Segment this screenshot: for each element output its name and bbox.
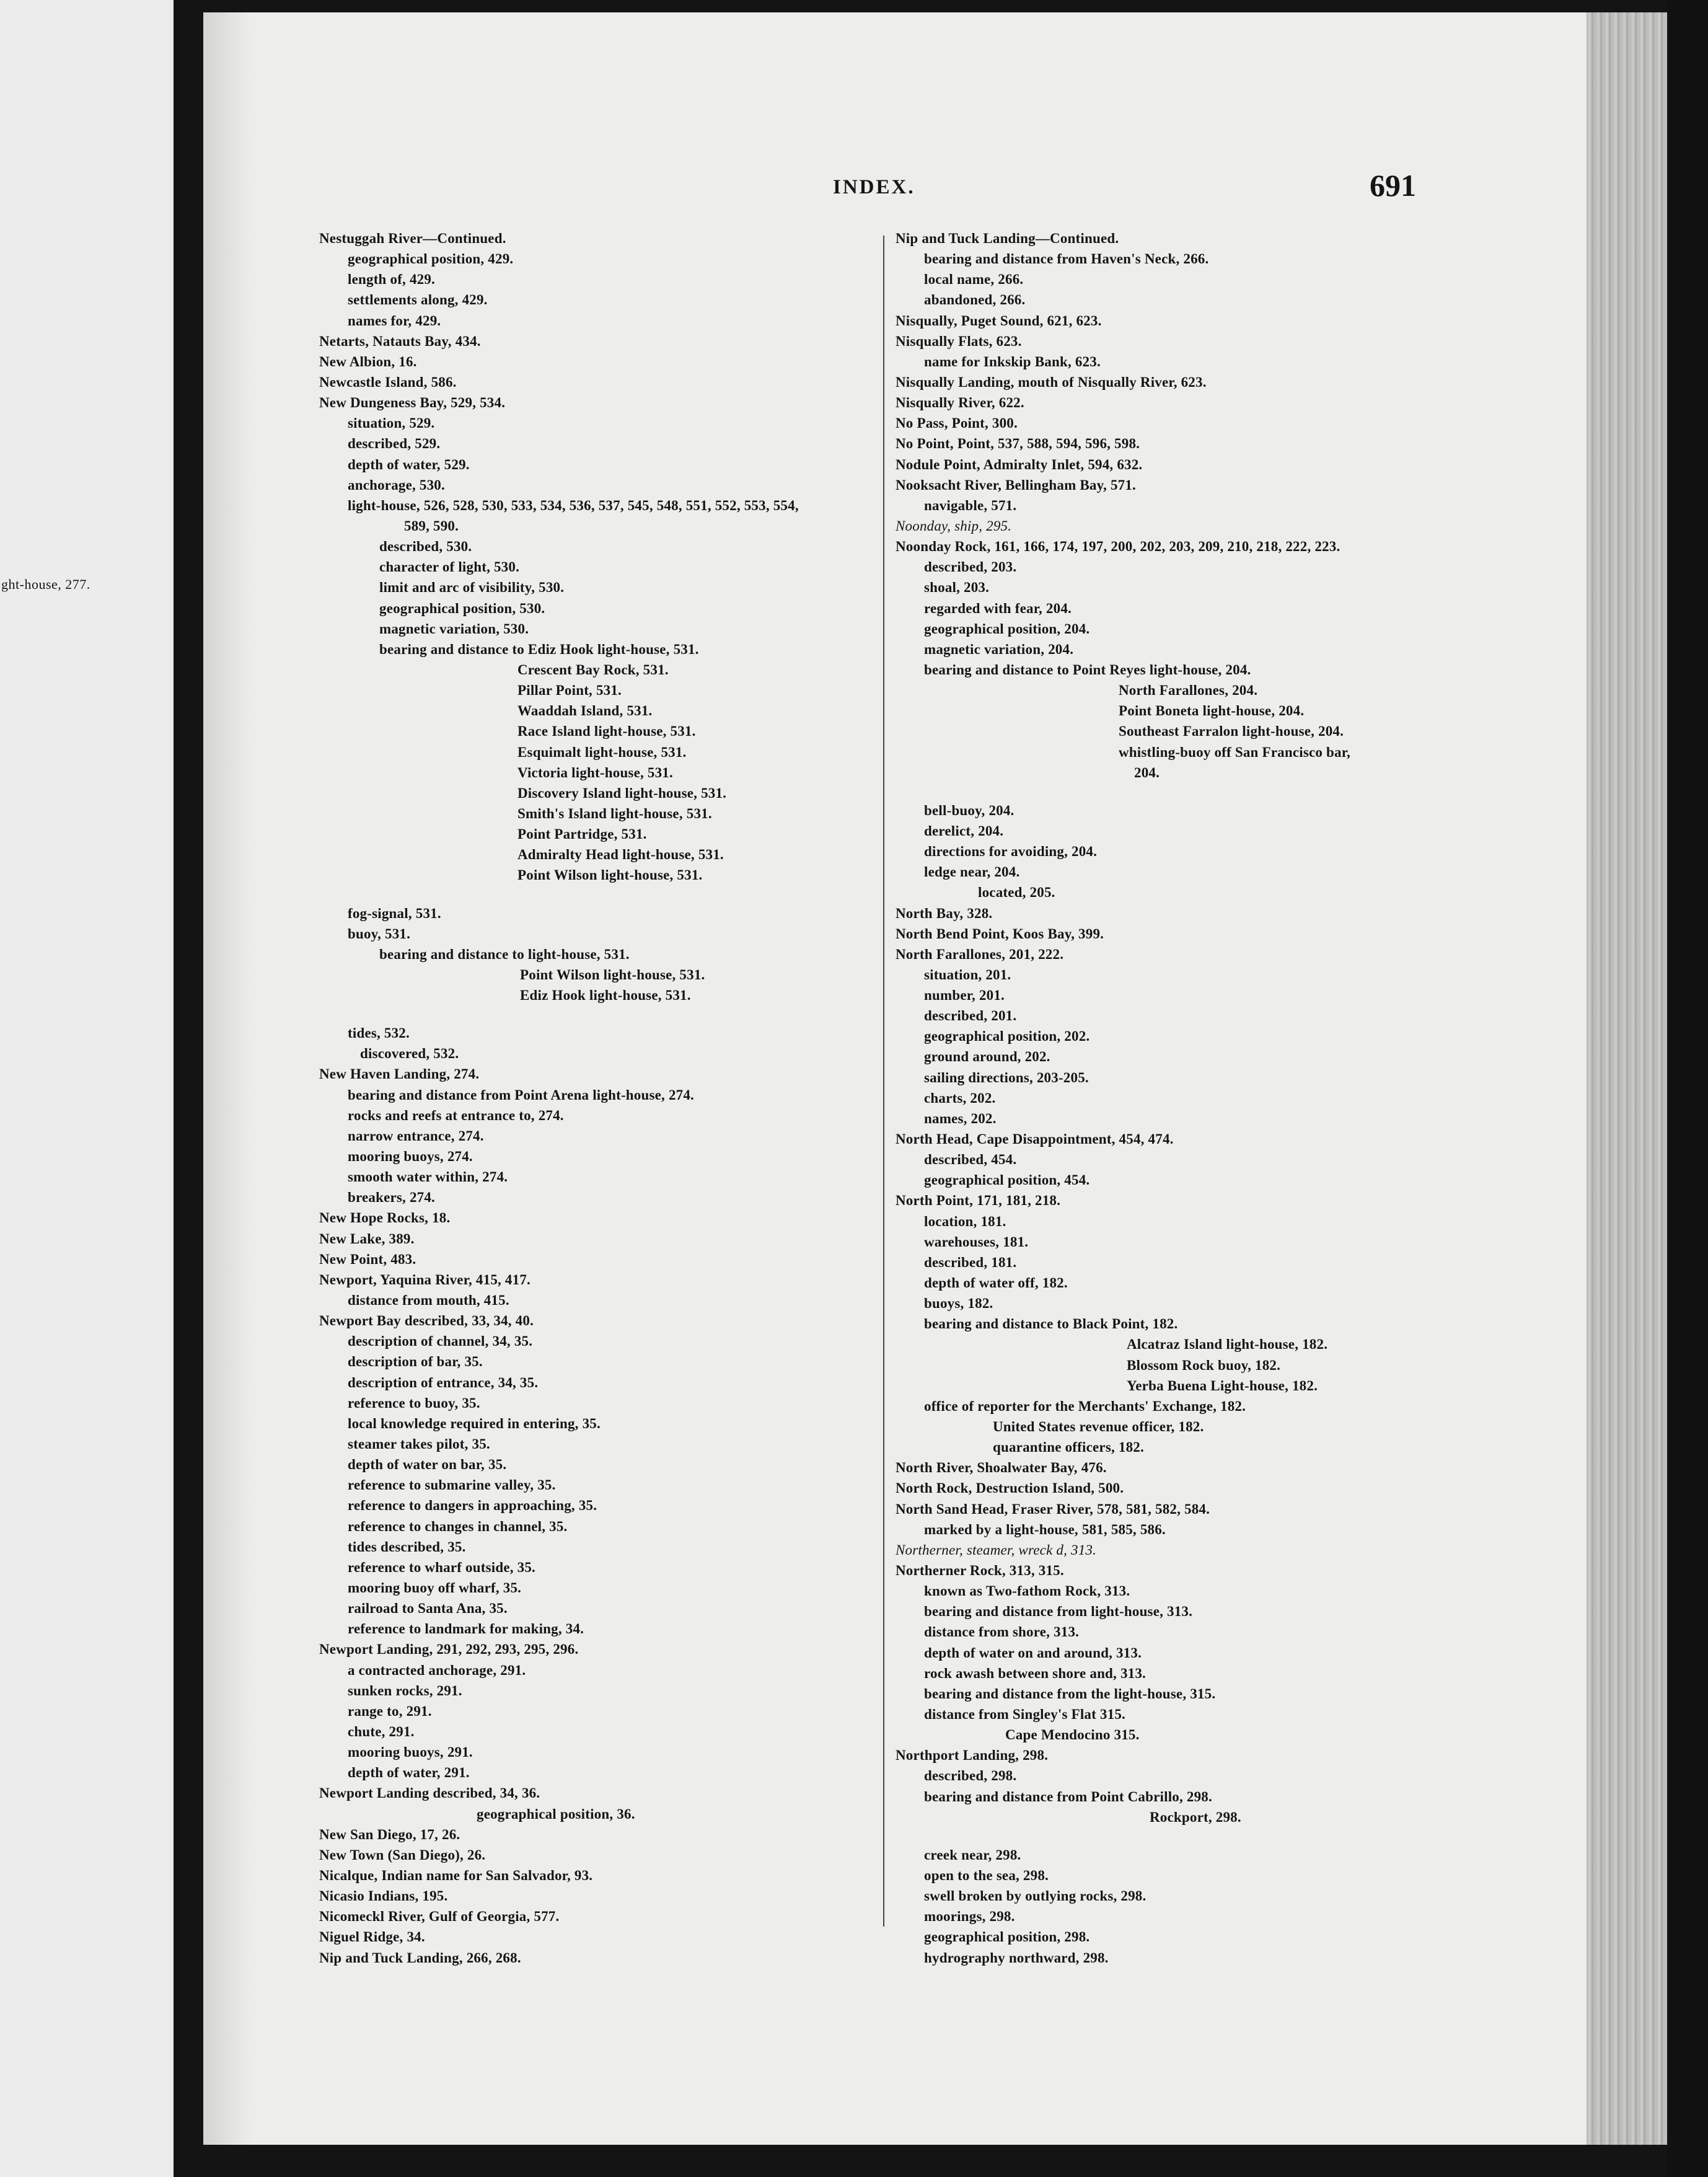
scan-background	[1667, 0, 1708, 2177]
index-entry: Niguel Ridge, 34.	[319, 1929, 425, 1945]
index-entry: New Lake, 389.	[319, 1230, 415, 1247]
index-subentry: discovered, 532.	[360, 1046, 459, 1062]
index-entry: Newport, Yaquina River, 415, 417.	[319, 1271, 530, 1287]
index-subentry: Admiralty Head light-house, 531.	[517, 847, 724, 863]
index-subentry: tides, 532.	[348, 1025, 410, 1041]
index-entry: Newcastle Island, 586.	[319, 374, 457, 390]
index-subentry: United States revenue officer, 182.	[993, 1419, 1204, 1435]
index-subentry: a contracted anchorage, 291.	[348, 1662, 526, 1678]
index-spacer	[896, 783, 1459, 800]
index-subentry: bearing and distance to Black Point, 182.	[924, 1316, 1178, 1332]
index-subentry: magnetic variation, 204.	[924, 641, 1074, 657]
index-entry: North Head, Cape Disappointment, 454, 474.	[896, 1131, 1174, 1147]
index-subentry: geographical position, 204.	[924, 620, 1090, 637]
index-entry: Noonday, ship, 295.	[896, 518, 1012, 534]
index-subentry: Ediz Hook light-house, 531.	[520, 987, 691, 1004]
index-subentry: name for Inkskip Bank, 623.	[924, 353, 1101, 369]
index-subentry: rock awash between shore and, 313.	[924, 1665, 1146, 1681]
index-subentry: North Farallones, 204.	[1119, 682, 1258, 699]
index-subentry: bearing and distance from Point Arena light-house, 274.	[348, 1087, 694, 1103]
index-entry: New Albion, 16.	[319, 353, 417, 369]
index-entry: North Point, 171, 181, 218.	[896, 1193, 1061, 1209]
index-entry: Netarts, Natauts Bay, 434.	[319, 333, 481, 349]
index-entry: New Point, 483.	[319, 1251, 416, 1267]
index-subentry: Race Island light-house, 531.	[517, 723, 696, 740]
index-subentry: mooring buoy off wharf, 35.	[348, 1580, 522, 1596]
index-subentry: navigable, 571.	[924, 497, 1017, 513]
index-subentry: bearing and distance to light-house, 531.	[379, 946, 630, 962]
index-subentry: sunken rocks, 291.	[348, 1682, 462, 1698]
index-subentry: names for, 429.	[348, 312, 441, 329]
index-subentry: description of entrance, 34, 35.	[348, 1374, 539, 1390]
index-entry: New Hope Rocks, 18.	[319, 1210, 451, 1226]
index-subentry: bearing and distance from the light-house, 315.	[924, 1685, 1216, 1702]
index-subentry: Point Wilson light-house, 531.	[517, 867, 703, 883]
index-subentry: Point Partridge, 531.	[517, 826, 647, 842]
index-entry: Nooksacht River, Bellingham Bay, 571.	[896, 477, 1137, 493]
index-subentry: reference to changes in channel, 35.	[348, 1518, 568, 1534]
running-head: INDEX.	[833, 176, 915, 198]
index-subentry: anchorage, 530.	[348, 477, 445, 493]
previous-page-text-fragment: ght-house, 277.	[1, 576, 90, 592]
index-subentry: steamer takes pilot, 35.	[348, 1436, 490, 1452]
index-subentry: narrow entrance, 274.	[348, 1128, 484, 1144]
index-subentry: settlements along, 429.	[348, 292, 488, 308]
index-subentry: described, 454.	[924, 1152, 1017, 1168]
index-subentry: moorings, 298.	[924, 1909, 1015, 1925]
page-number: 691	[1370, 168, 1416, 203]
page-fore-edge	[1587, 12, 1667, 2145]
index-subentry: Alcatraz Island light-house, 182.	[1127, 1336, 1328, 1353]
index-subentry: Yerba Buena Light-house, 182.	[1127, 1377, 1318, 1393]
index-subentry: described, 298.	[924, 1768, 1017, 1784]
index-subentry: quarantine officers, 182.	[993, 1439, 1144, 1455]
index-subentry: known as Two-fathom Rock, 313.	[924, 1583, 1130, 1599]
index-entry: Nicasio Indians, 195.	[319, 1888, 448, 1904]
index-subentry: marked by a light-house, 581, 585, 586.	[924, 1521, 1166, 1537]
index-subentry: regarded with fear, 204.	[924, 600, 1072, 616]
index-column-right	[896, 228, 1459, 1968]
index-entry: Newport Landing described, 34, 36.	[319, 1785, 540, 1801]
index-subentry: Point Boneta light-house, 204.	[1119, 703, 1305, 719]
index-entry: Northerner Rock, 313, 315.	[896, 1563, 1064, 1578]
index-subentry: 204.	[1134, 764, 1160, 780]
index-subentry: chute, 291.	[348, 1723, 415, 1739]
index-subentry: office of reporter for the Merchants' Exchange, 182.	[924, 1398, 1246, 1414]
index-subentry: distance from shore, 313.	[924, 1624, 1080, 1640]
index-entry: Northport Landing, 298.	[896, 1747, 1049, 1764]
index-spacer	[896, 1827, 1459, 1845]
index-entry: New Haven Landing, 274.	[319, 1066, 480, 1082]
index-subentry: hydrography northward, 298.	[924, 1950, 1109, 1966]
index-subentry: bearing and distance to Point Reyes light-house, 204.	[924, 661, 1251, 678]
index-subentry: described, 181.	[924, 1254, 1017, 1270]
index-entry: Newport Bay described, 33, 34, 40.	[319, 1313, 534, 1329]
index-subentry: creek near, 298.	[924, 1847, 1021, 1863]
index-subentry: smooth water within, 274.	[348, 1169, 508, 1185]
index-subentry: reference to landmark for making, 34.	[348, 1621, 584, 1637]
index-entry: North Sand Head, Fraser River, 578, 581, 582, 584.	[896, 1501, 1210, 1517]
index-column-left	[319, 228, 877, 1968]
index-subentry: railroad to Santa Ana, 35.	[348, 1601, 508, 1617]
index-subentry: geographical position, 429.	[348, 251, 514, 267]
index-subentry: warehouses, 181.	[924, 1234, 1029, 1250]
index-entry: New Town (San Diego), 26.	[319, 1847, 486, 1863]
index-subentry: reference to submarine valley, 35.	[348, 1477, 556, 1493]
index-entry: North Bay, 328.	[896, 905, 993, 921]
index-subentry: description of bar, 35.	[348, 1354, 483, 1370]
index-subentry: described, 203.	[924, 559, 1017, 575]
index-subentry: directions for avoiding, 204.	[924, 844, 1098, 860]
index-subentry: geographical position, 36.	[477, 1806, 635, 1822]
index-subentry: geographical position, 298.	[924, 1929, 1090, 1945]
index-subentry: Point Wilson light-house, 531.	[520, 966, 705, 983]
index-subentry: charts, 202.	[924, 1090, 996, 1106]
index-subentry: Smith's Island light-house, 531.	[517, 805, 712, 821]
index-subentry: described, 530.	[379, 539, 472, 555]
index-entry: Nisqually River, 622.	[896, 395, 1024, 411]
index-subentry: Waaddah Island, 531.	[517, 703, 653, 719]
index-subentry: character of light, 530.	[379, 559, 520, 575]
index-subentry: mooring buoys, 274.	[348, 1149, 473, 1165]
index-subentry: depth of water off, 182.	[924, 1275, 1068, 1291]
index-subentry: situation, 201.	[924, 966, 1011, 983]
index-entry: Newport Landing, 291, 292, 293, 295, 296.	[319, 1641, 579, 1658]
index-subentry: fog-signal, 531.	[348, 905, 441, 921]
index-subentry: bearing and distance to Ediz Hook light-house, 531.	[379, 641, 699, 657]
index-subentry: ground around, 202.	[924, 1049, 1050, 1065]
index-subentry: described, 201.	[924, 1008, 1017, 1024]
index-subentry: mooring buoys, 291.	[348, 1744, 473, 1760]
index-subentry: Crescent Bay Rock, 531.	[517, 661, 669, 678]
index-subentry: bell-buoy, 204.	[924, 802, 1015, 818]
index-subentry: reference to dangers in approaching, 35.	[348, 1498, 597, 1514]
index-subentry: number, 201.	[924, 987, 1005, 1004]
index-entry: North Farallones, 201, 222.	[896, 946, 1064, 962]
index-subentry: Victoria light-house, 531.	[517, 764, 673, 780]
index-subentry: Blossom Rock buoy, 182.	[1127, 1357, 1281, 1373]
index-subentry: buoys, 182.	[924, 1296, 993, 1312]
index-subentry: situation, 529.	[348, 415, 435, 431]
index-entry: No Pass, Point, 300.	[896, 415, 1018, 431]
index-entry: Nicalque, Indian name for San Salvador, 93.	[319, 1867, 593, 1883]
index-subentry: rocks and reefs at entrance to, 274.	[348, 1107, 564, 1123]
index-subentry: Cape Mendocino 315.	[1005, 1727, 1140, 1743]
index-entry: Nip and Tuck Landing—Continued.	[896, 231, 1119, 246]
index-subentry: geographical position, 202.	[924, 1028, 1090, 1044]
index-entry: North Bend Point, Koos Bay, 399.	[896, 925, 1104, 942]
gutter-shadow	[203, 12, 252, 2145]
index-subentry: geographical position, 530.	[379, 600, 545, 616]
index-subentry: location, 181.	[924, 1213, 1006, 1229]
index-entry: New San Diego, 17, 26.	[319, 1826, 460, 1842]
index-subentry: shoal, 203.	[924, 580, 990, 596]
index-subentry: depth of water, 291.	[348, 1765, 470, 1781]
index-subentry: abandoned, 266.	[924, 292, 1026, 308]
index-subentry: local knowledge required in entering, 35.	[348, 1415, 601, 1431]
previous-page	[0, 0, 174, 2177]
index-entry: New Dungeness Bay, 529, 534.	[319, 395, 506, 411]
index-entry: Northerner, steamer, wreck d, 313.	[896, 1542, 1097, 1558]
index-subentry: located, 205.	[978, 885, 1055, 901]
index-subentry: bearing and distance from Point Cabrillo, 298.	[924, 1788, 1212, 1804]
index-subentry: derelict, 204.	[924, 823, 1004, 839]
index-spacer	[319, 1005, 877, 1023]
index-subentry: described, 529.	[348, 436, 441, 452]
index-subentry: magnetic variation, 530.	[379, 620, 529, 637]
index-subentry: bearing and distance from light-house, 313.	[924, 1604, 1193, 1620]
index-subentry: Discovery Island light-house, 531.	[517, 785, 727, 801]
index-subentry: distance from Singley's Flat 315.	[924, 1706, 1125, 1722]
index-subentry: tides described, 35.	[348, 1539, 466, 1555]
index-subentry: breakers, 274.	[348, 1190, 436, 1206]
index-entry: Nodule Point, Admiralty Inlet, 594, 632.	[896, 456, 1143, 472]
index-subentry: Rockport, 298.	[1150, 1809, 1241, 1825]
index-entry: No Point, Point, 537, 588, 594, 596, 598.	[896, 436, 1140, 452]
index-subentry: depth of water, 529.	[348, 456, 470, 472]
column-divider	[883, 236, 884, 1927]
index-subentry: range to, 291.	[348, 1703, 432, 1719]
index-subentry: Pillar Point, 531.	[517, 682, 622, 699]
index-subentry: bearing and distance from Haven's Neck, 266.	[924, 251, 1209, 267]
index-entry: Nisqually Landing, mouth of Nisqually River, 623.	[896, 374, 1207, 390]
index-spacer	[319, 886, 877, 903]
index-entry: Nip and Tuck Landing, 266, 268.	[319, 1950, 521, 1966]
index-subentry: 589, 590.	[404, 518, 459, 534]
index-subentry: distance from mouth, 415.	[348, 1292, 509, 1309]
index-subentry: light-house, 526, 528, 530, 533, 534, 536, 537, 545, 548, 551, 552, 553, 554,	[348, 497, 799, 513]
index-subentry: swell broken by outlying rocks, 298.	[924, 1888, 1147, 1904]
index-subentry: Southeast Farralon light-house, 204.	[1119, 723, 1344, 740]
index-subentry: reference to buoy, 35.	[348, 1395, 480, 1411]
index-subentry: sailing directions, 203-205.	[924, 1069, 1089, 1085]
index-subentry: description of channel, 34, 35.	[348, 1333, 533, 1349]
index-entry: Nestuggah River—Continued.	[319, 231, 506, 246]
index-subentry: local name, 266.	[924, 272, 1024, 288]
index-subentry: names, 202.	[924, 1110, 997, 1126]
index-subentry: length of, 429.	[348, 272, 435, 288]
index-subentry: depth of water on and around, 313.	[924, 1645, 1142, 1661]
index-subentry: Esquimalt light-house, 531.	[517, 744, 687, 760]
index-entry: Nicomeckl River, Gulf of Georgia, 577.	[319, 1909, 560, 1925]
index-subentry: ledge near, 204.	[924, 864, 1020, 880]
index-subentry: depth of water on bar, 35.	[348, 1457, 507, 1473]
index-subentry: geographical position, 454.	[924, 1172, 1090, 1188]
index-entry: Noonday Rock, 161, 166, 174, 197, 200, 202, 203, 209, 210, 218, 222, 223.	[896, 539, 1340, 555]
index-entry: North Rock, Destruction Island, 500.	[896, 1480, 1124, 1496]
index-subentry: whistling-buoy off San Francisco bar,	[1119, 744, 1350, 760]
index-subentry: buoy, 531.	[348, 925, 411, 942]
index-subentry: limit and arc of visibility, 530.	[379, 580, 565, 596]
index-entry: North River, Shoalwater Bay, 476.	[896, 1460, 1107, 1476]
index-entry: Nisqually Flats, 623.	[896, 333, 1022, 349]
index-subentry: reference to wharf outside, 35.	[348, 1559, 535, 1575]
index-subentry: open to the sea, 298.	[924, 1867, 1049, 1883]
index-entry: Nisqually, Puget Sound, 621, 623.	[896, 312, 1102, 329]
